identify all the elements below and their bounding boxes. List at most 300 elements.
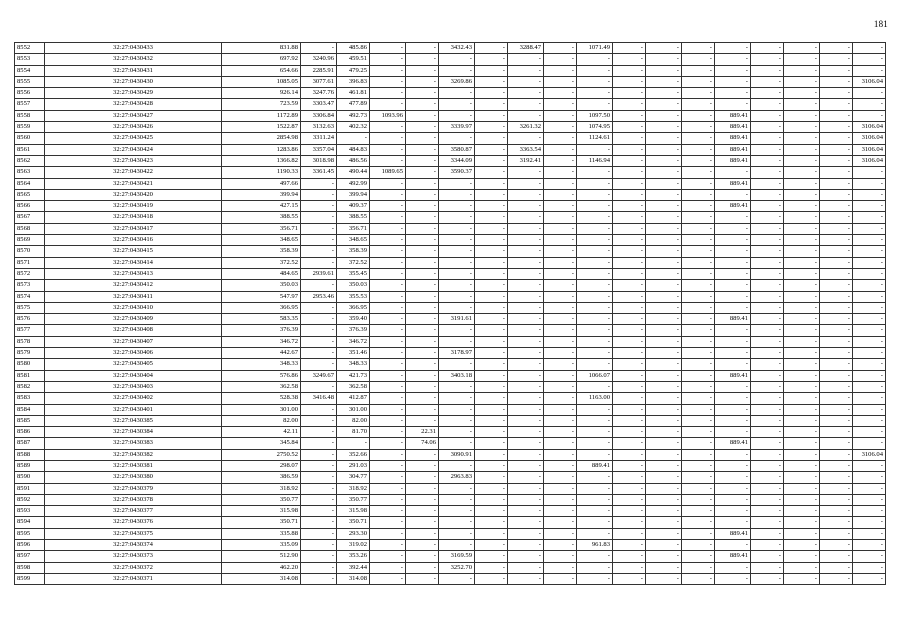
value-cell: - [682, 483, 715, 494]
value-cell: 497.66 [222, 178, 301, 189]
value-cell: - [406, 483, 439, 494]
value-cell: - [544, 212, 577, 223]
value-cell: - [646, 336, 682, 347]
value-cell: 461.81 [337, 88, 370, 99]
value-cell: - [853, 325, 886, 336]
value-cell: - [544, 438, 577, 449]
value-cell: - [370, 415, 406, 426]
value-cell: - [715, 302, 751, 313]
value-cell: - [439, 427, 475, 438]
value-cell: - [751, 449, 784, 460]
value-cell: - [715, 280, 751, 291]
value-cell: - [613, 144, 646, 155]
value-cell: - [613, 472, 646, 483]
table-row [15, 472, 886, 483]
value-cell: - [370, 472, 406, 483]
value-cell: - [577, 144, 613, 155]
value-cell: - [577, 359, 613, 370]
value-cell: - [751, 122, 784, 133]
value-cell: - [370, 65, 406, 76]
value-cell: 583.35 [222, 314, 301, 325]
value-cell: - [406, 178, 439, 189]
value-cell: - [820, 189, 853, 200]
cadastral-number-cell: 32:27:0430433 [45, 43, 222, 54]
value-cell: - [406, 235, 439, 246]
value-cell: - [475, 325, 508, 336]
value-cell: 889.41 [715, 438, 751, 449]
value-cell: - [613, 325, 646, 336]
value-cell: - [370, 178, 406, 189]
value-cell: - [715, 393, 751, 404]
value-cell: - [508, 483, 544, 494]
value-cell: - [820, 257, 853, 268]
cadastral-number-cell: 32:27:0430373 [45, 551, 222, 562]
value-cell: 2963.83 [439, 472, 475, 483]
value-cell: 961.83 [577, 540, 613, 551]
value-cell: 1093.96 [370, 110, 406, 121]
value-cell: - [577, 528, 613, 539]
value-cell: - [508, 325, 544, 336]
value-cell: - [406, 155, 439, 166]
value-cell: 366.95 [337, 302, 370, 313]
value-cell: - [853, 291, 886, 302]
value-cell: - [301, 314, 337, 325]
value-cell: - [646, 212, 682, 223]
cadastral-number-cell: 32:27:0430413 [45, 268, 222, 279]
value-cell: - [646, 302, 682, 313]
value-cell: - [646, 517, 682, 528]
value-cell: 3247.76 [301, 88, 337, 99]
value-cell: - [544, 359, 577, 370]
value-cell: 402.32 [337, 122, 370, 133]
value-cell: - [370, 359, 406, 370]
value-cell: - [820, 110, 853, 121]
cadastral-number-cell: 32:27:0430419 [45, 201, 222, 212]
value-cell: - [784, 178, 820, 189]
value-cell: 3240.96 [301, 54, 337, 65]
cadastral-number-cell: 32:27:0430412 [45, 280, 222, 291]
row-number-cell: 8577 [15, 325, 45, 336]
value-cell: - [646, 178, 682, 189]
value-cell: 409.37 [337, 201, 370, 212]
row-number-cell: 8569 [15, 235, 45, 246]
value-cell: - [577, 381, 613, 392]
value-cell: - [820, 359, 853, 370]
row-number-cell: 8558 [15, 110, 45, 121]
value-cell: 1190.33 [222, 167, 301, 178]
table-row [15, 122, 886, 133]
cadastral-number-cell: 32:27:0430430 [45, 76, 222, 87]
value-cell: 376.39 [337, 325, 370, 336]
value-cell: - [406, 65, 439, 76]
value-cell: - [577, 212, 613, 223]
cadastral-number-cell: 32:27:0430420 [45, 189, 222, 200]
value-cell: - [439, 268, 475, 279]
value-cell: - [301, 223, 337, 234]
value-cell: 293.30 [337, 528, 370, 539]
value-cell: - [508, 404, 544, 415]
table-row [15, 404, 886, 415]
value-cell: - [508, 517, 544, 528]
value-cell: - [544, 540, 577, 551]
value-cell: - [751, 528, 784, 539]
value-cell: - [715, 483, 751, 494]
value-cell: 3077.61 [301, 76, 337, 87]
value-cell: 486.56 [337, 155, 370, 166]
cadastral-number-cell: 32:27:0430405 [45, 359, 222, 370]
row-number-cell: 8593 [15, 506, 45, 517]
value-cell: 1146.94 [577, 155, 613, 166]
value-cell: - [646, 167, 682, 178]
value-cell: 356.71 [222, 223, 301, 234]
value-cell: - [406, 189, 439, 200]
value-cell: - [784, 393, 820, 404]
value-cell: 350.71 [337, 517, 370, 528]
value-cell: - [751, 88, 784, 99]
value-cell: 654.66 [222, 65, 301, 76]
value-cell: - [715, 540, 751, 551]
value-cell: - [439, 88, 475, 99]
value-cell: - [820, 314, 853, 325]
value-cell: - [715, 88, 751, 99]
value-cell: - [715, 460, 751, 471]
value-cell: - [784, 54, 820, 65]
value-cell: 490.44 [337, 167, 370, 178]
table-row [15, 540, 886, 551]
cadastral-number-cell: 32:27:0430415 [45, 246, 222, 257]
value-cell: - [715, 449, 751, 460]
value-cell: - [508, 76, 544, 87]
value-cell: 1071.49 [577, 43, 613, 54]
value-cell: - [370, 268, 406, 279]
value-cell: - [682, 370, 715, 381]
row-number-cell: 8567 [15, 212, 45, 223]
table-row [15, 302, 886, 313]
value-cell: 3303.47 [301, 99, 337, 110]
value-cell: - [406, 110, 439, 121]
value-cell: - [853, 54, 886, 65]
value-cell: - [646, 246, 682, 257]
value-cell: - [406, 336, 439, 347]
table-row [15, 494, 886, 505]
value-cell: - [613, 268, 646, 279]
value-cell: - [820, 517, 853, 528]
value-cell: 82.00 [222, 415, 301, 426]
value-cell: - [853, 110, 886, 121]
value-cell: - [853, 257, 886, 268]
value-cell: - [475, 201, 508, 212]
value-cell: - [820, 483, 853, 494]
value-cell: - [508, 133, 544, 144]
value-cell: - [613, 122, 646, 133]
value-cell: - [544, 246, 577, 257]
row-number-cell: 8585 [15, 415, 45, 426]
row-number-cell: 8570 [15, 246, 45, 257]
value-cell: - [508, 223, 544, 234]
value-cell: - [544, 573, 577, 584]
value-cell: - [508, 235, 544, 246]
value-cell: - [301, 427, 337, 438]
value-cell: - [613, 314, 646, 325]
value-cell: - [784, 212, 820, 223]
value-cell: - [682, 506, 715, 517]
table-row [15, 427, 886, 438]
value-cell: - [370, 314, 406, 325]
value-cell: - [301, 348, 337, 359]
value-cell: - [301, 573, 337, 584]
value-cell: - [613, 506, 646, 517]
value-cell: 889.41 [577, 460, 613, 471]
value-cell: - [508, 212, 544, 223]
value-cell: 348.65 [222, 235, 301, 246]
value-cell: - [508, 201, 544, 212]
value-cell: - [820, 88, 853, 99]
value-cell: - [646, 573, 682, 584]
value-cell: - [682, 280, 715, 291]
value-cell: - [682, 348, 715, 359]
value-cell: - [577, 415, 613, 426]
value-cell: - [301, 528, 337, 539]
value-cell: - [853, 381, 886, 392]
value-cell: - [613, 155, 646, 166]
value-cell: - [853, 562, 886, 573]
cadastral-number-cell: 32:27:0430378 [45, 494, 222, 505]
value-cell: 889.41 [715, 110, 751, 121]
value-cell: 1124.61 [577, 133, 613, 144]
row-number-cell: 8581 [15, 370, 45, 381]
value-cell: - [715, 517, 751, 528]
value-cell: - [820, 562, 853, 573]
value-cell: - [577, 551, 613, 562]
value-cell: - [820, 415, 853, 426]
value-cell: - [544, 144, 577, 155]
value-cell: - [577, 246, 613, 257]
value-cell: - [439, 189, 475, 200]
value-cell: - [406, 54, 439, 65]
value-cell: - [508, 336, 544, 347]
value-cell: - [820, 65, 853, 76]
value-cell: - [439, 201, 475, 212]
value-cell: - [751, 325, 784, 336]
value-cell: 3132.63 [301, 122, 337, 133]
value-cell: - [646, 370, 682, 381]
value-cell: - [715, 359, 751, 370]
value-cell: - [406, 359, 439, 370]
row-number-cell: 8597 [15, 551, 45, 562]
value-cell: 3106.04 [853, 133, 886, 144]
table-row [15, 246, 886, 257]
value-cell: - [784, 314, 820, 325]
value-cell: - [751, 517, 784, 528]
table-row [15, 110, 886, 121]
value-cell: - [406, 370, 439, 381]
value-cell: - [577, 65, 613, 76]
value-cell: - [751, 257, 784, 268]
value-cell: - [682, 189, 715, 200]
cadastral-number-cell: 32:27:0430408 [45, 325, 222, 336]
value-cell: - [508, 562, 544, 573]
cadastral-number-cell: 32:27:0430428 [45, 99, 222, 110]
value-cell: - [577, 472, 613, 483]
value-cell: 889.41 [715, 122, 751, 133]
value-cell: - [406, 43, 439, 54]
value-cell: - [370, 223, 406, 234]
table-row [15, 54, 886, 65]
value-cell: - [751, 144, 784, 155]
table-row [15, 43, 886, 54]
value-cell: - [544, 325, 577, 336]
value-cell: - [577, 54, 613, 65]
row-number-cell: 8588 [15, 449, 45, 460]
value-cell: - [475, 506, 508, 517]
value-cell: - [475, 257, 508, 268]
row-number-cell: 8579 [15, 348, 45, 359]
value-cell: - [853, 99, 886, 110]
cadastral-number-cell: 32:27:0430371 [45, 573, 222, 584]
value-cell: - [682, 167, 715, 178]
value-cell: - [853, 494, 886, 505]
table-row [15, 212, 886, 223]
value-cell: 396.83 [337, 76, 370, 87]
value-cell: - [406, 517, 439, 528]
value-cell: - [784, 302, 820, 313]
value-cell: - [508, 54, 544, 65]
value-cell: - [406, 302, 439, 313]
value-cell: - [475, 65, 508, 76]
value-cell: - [370, 133, 406, 144]
value-cell: - [682, 257, 715, 268]
value-cell: - [646, 314, 682, 325]
value-cell: - [613, 359, 646, 370]
value-cell: - [682, 562, 715, 573]
value-cell: - [577, 404, 613, 415]
table-row [15, 393, 886, 404]
value-cell: - [475, 43, 508, 54]
value-cell: - [751, 235, 784, 246]
value-cell: - [370, 88, 406, 99]
value-cell: - [613, 370, 646, 381]
value-cell: 350.71 [222, 517, 301, 528]
value-cell: - [646, 122, 682, 133]
value-cell: - [439, 404, 475, 415]
row-number-cell: 8563 [15, 167, 45, 178]
value-cell: - [715, 76, 751, 87]
value-cell: - [751, 494, 784, 505]
value-cell: - [370, 235, 406, 246]
value-cell: 1366.82 [222, 155, 301, 166]
value-cell: - [475, 370, 508, 381]
value-cell: - [475, 133, 508, 144]
value-cell: - [301, 540, 337, 551]
row-number-cell: 8583 [15, 393, 45, 404]
cadastral-number-cell: 32:27:0430429 [45, 88, 222, 99]
value-cell: 3339.97 [439, 122, 475, 133]
value-cell: 421.73 [337, 370, 370, 381]
value-cell: - [820, 133, 853, 144]
value-cell: - [370, 517, 406, 528]
value-cell: - [475, 268, 508, 279]
value-cell: - [406, 325, 439, 336]
value-cell: - [853, 268, 886, 279]
value-cell: - [370, 438, 406, 449]
value-cell: - [751, 562, 784, 573]
value-cell: - [784, 201, 820, 212]
value-cell: - [820, 99, 853, 110]
value-cell: - [370, 212, 406, 223]
row-number-cell: 8574 [15, 291, 45, 302]
value-cell: 3192.41 [508, 155, 544, 166]
value-cell: 3361.45 [301, 167, 337, 178]
row-number-cell: 8596 [15, 540, 45, 551]
value-cell: - [370, 122, 406, 133]
value-cell: - [820, 178, 853, 189]
value-cell: 3261.32 [508, 122, 544, 133]
value-cell: - [682, 449, 715, 460]
value-cell: - [646, 257, 682, 268]
value-cell: 355.53 [337, 291, 370, 302]
value-cell: - [508, 302, 544, 313]
value-cell: 831.88 [222, 43, 301, 54]
value-cell: - [613, 302, 646, 313]
value-cell: - [715, 415, 751, 426]
cadastral-number-cell: 32:27:0430423 [45, 155, 222, 166]
value-cell: - [820, 472, 853, 483]
value-cell: - [508, 314, 544, 325]
row-number-cell: 8568 [15, 223, 45, 234]
value-cell: - [475, 517, 508, 528]
value-cell: - [613, 43, 646, 54]
table-row [15, 257, 886, 268]
value-cell: - [784, 404, 820, 415]
table-row [15, 348, 886, 359]
value-cell: - [613, 449, 646, 460]
value-cell: - [751, 381, 784, 392]
value-cell: - [475, 155, 508, 166]
value-cell: 81.70 [337, 427, 370, 438]
value-cell: - [682, 99, 715, 110]
value-cell: - [301, 438, 337, 449]
value-cell: 3090.91 [439, 449, 475, 460]
cadastral-value-table [14, 42, 886, 585]
value-cell: - [577, 280, 613, 291]
value-cell: - [439, 393, 475, 404]
value-cell: - [646, 54, 682, 65]
value-cell: - [682, 404, 715, 415]
value-cell: - [820, 551, 853, 562]
value-cell: 512.90 [222, 551, 301, 562]
value-cell: - [406, 506, 439, 517]
value-cell: - [406, 404, 439, 415]
table-row [15, 381, 886, 392]
value-cell: - [646, 43, 682, 54]
value-cell: - [544, 268, 577, 279]
value-cell: 366.95 [222, 302, 301, 313]
value-cell: - [853, 528, 886, 539]
value-cell: - [646, 483, 682, 494]
value-cell: - [406, 122, 439, 133]
value-cell: - [682, 540, 715, 551]
value-cell: - [784, 291, 820, 302]
value-cell: - [301, 336, 337, 347]
value-cell: - [715, 235, 751, 246]
table-row [15, 223, 886, 234]
value-cell: - [406, 201, 439, 212]
value-cell: - [646, 189, 682, 200]
value-cell: - [715, 189, 751, 200]
value-cell: - [682, 573, 715, 584]
value-cell: 346.72 [222, 336, 301, 347]
value-cell: - [784, 573, 820, 584]
